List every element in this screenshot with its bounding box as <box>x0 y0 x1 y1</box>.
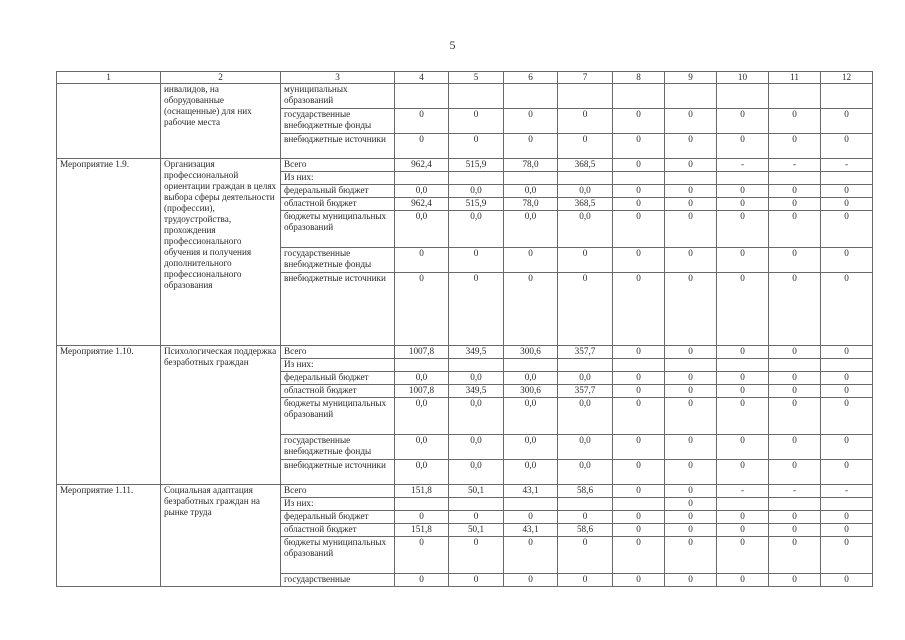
value-cell: 0 <box>665 498 717 511</box>
value-cell: 0 <box>558 537 613 574</box>
value-cell: 0 <box>769 248 821 273</box>
value-cell: 0 <box>769 385 821 398</box>
value-cell: 0 <box>769 109 821 134</box>
value-cell: 0 <box>449 273 504 346</box>
value-cell: 0 <box>821 398 873 435</box>
funding-source: государственные внебюджетные фонды <box>281 435 395 460</box>
value-cell: 0 <box>769 511 821 524</box>
value-cell: 0 <box>395 511 449 524</box>
value-cell: 0 <box>449 248 504 273</box>
value-cell <box>558 498 613 511</box>
value-cell <box>821 359 873 372</box>
value-cell: 0 <box>717 248 769 273</box>
value-cell <box>613 172 665 185</box>
value-cell: 0 <box>717 574 769 587</box>
value-cell: 0 <box>717 385 769 398</box>
value-cell: 0,0 <box>449 435 504 460</box>
value-cell: 0 <box>395 134 449 159</box>
value-cell: 0 <box>558 511 613 524</box>
value-cell <box>504 498 558 511</box>
column-header: 11 <box>769 72 821 84</box>
value-cell <box>769 359 821 372</box>
value-cell: 0,0 <box>395 435 449 460</box>
value-cell: 0 <box>717 198 769 211</box>
value-cell: 0 <box>395 248 449 273</box>
value-cell <box>769 498 821 511</box>
funding-source: федеральный бюджет <box>281 372 395 385</box>
value-cell <box>558 84 613 109</box>
value-cell: - <box>717 159 769 172</box>
value-cell: 0,0 <box>449 372 504 385</box>
value-cell: 0,0 <box>395 211 449 248</box>
value-cell: 0 <box>613 398 665 435</box>
value-cell <box>769 84 821 109</box>
value-cell: 0 <box>504 537 558 574</box>
value-cell: 0 <box>613 134 665 159</box>
value-cell: 0 <box>665 435 717 460</box>
value-cell: 0 <box>821 248 873 273</box>
measure-label: Мероприятие 1.10. <box>57 346 161 485</box>
value-cell: 0 <box>821 511 873 524</box>
funding-source: Всего <box>281 159 395 172</box>
value-cell: 0,0 <box>449 460 504 485</box>
value-cell: 0 <box>613 211 665 248</box>
funding-source: федеральный бюджет <box>281 511 395 524</box>
value-cell: 0 <box>665 159 717 172</box>
value-cell: 0 <box>613 460 665 485</box>
value-cell: 368,5 <box>558 159 613 172</box>
value-cell: 0,0 <box>558 211 613 248</box>
value-cell: 0 <box>665 185 717 198</box>
value-cell: 0 <box>665 398 717 435</box>
value-cell <box>504 172 558 185</box>
funding-source: государственные внебюджетные фонды <box>281 248 395 273</box>
value-cell: 0 <box>769 346 821 359</box>
value-cell: 0 <box>613 185 665 198</box>
value-cell: 0 <box>821 109 873 134</box>
value-cell: 0 <box>769 524 821 537</box>
value-cell: 0 <box>769 134 821 159</box>
value-cell: 0 <box>613 385 665 398</box>
funding-source: внебюджетные источники <box>281 134 395 159</box>
value-cell: - <box>821 485 873 498</box>
value-cell: 0 <box>613 435 665 460</box>
value-cell: 0 <box>769 198 821 211</box>
value-cell: 43,1 <box>504 485 558 498</box>
value-cell <box>821 498 873 511</box>
measure-description: инвалидов, на оборудованные (оснащенные) для них рабочие места <box>161 84 281 159</box>
value-cell: 0 <box>558 248 613 273</box>
value-cell: 0 <box>449 511 504 524</box>
value-cell: 0 <box>613 109 665 134</box>
value-cell: 0,0 <box>558 372 613 385</box>
column-header: 9 <box>665 72 717 84</box>
value-cell: 0 <box>665 372 717 385</box>
value-cell: 0 <box>613 273 665 346</box>
value-cell <box>395 498 449 511</box>
value-cell: 0 <box>717 134 769 159</box>
column-header: 3 <box>281 72 395 84</box>
column-header: 8 <box>613 72 665 84</box>
value-cell <box>717 172 769 185</box>
value-cell: 300,6 <box>504 346 558 359</box>
value-cell: - <box>717 485 769 498</box>
value-cell: 0 <box>821 537 873 574</box>
funding-source: Всего <box>281 346 395 359</box>
column-header: 4 <box>395 72 449 84</box>
value-cell: 0,0 <box>504 211 558 248</box>
value-cell: 0 <box>717 398 769 435</box>
value-cell: 349,5 <box>449 385 504 398</box>
value-cell: 0 <box>665 385 717 398</box>
value-cell: 349,5 <box>449 346 504 359</box>
value-cell: 962,4 <box>395 198 449 211</box>
value-cell: 0 <box>769 398 821 435</box>
value-cell: 0 <box>613 574 665 587</box>
table-row <box>57 485 873 498</box>
value-cell <box>717 84 769 109</box>
funding-source: бюджеты муниципальных образований <box>281 537 395 574</box>
value-cell <box>504 84 558 109</box>
value-cell: 50,1 <box>449 524 504 537</box>
value-cell: 0 <box>821 211 873 248</box>
column-header-row <box>57 72 873 84</box>
value-cell: 0 <box>769 574 821 587</box>
value-cell: 515,9 <box>449 159 504 172</box>
value-cell: 0 <box>717 524 769 537</box>
funding-source: Из них: <box>281 359 395 372</box>
value-cell <box>665 84 717 109</box>
value-cell: 0 <box>769 460 821 485</box>
budget-table <box>56 71 873 587</box>
funding-source: внебюджетные источники <box>281 460 395 485</box>
funding-source: федеральный бюджет <box>281 185 395 198</box>
measure-description: Социальная адаптация безработных граждан на рынке труда <box>161 485 281 587</box>
value-cell: 0 <box>665 134 717 159</box>
value-cell: - <box>769 159 821 172</box>
value-cell: 0,0 <box>504 435 558 460</box>
value-cell <box>613 359 665 372</box>
funding-source: областной бюджет <box>281 524 395 537</box>
value-cell: 0 <box>504 134 558 159</box>
value-cell <box>558 359 613 372</box>
value-cell: 58,6 <box>558 485 613 498</box>
column-header: 7 <box>558 72 613 84</box>
value-cell: 0 <box>665 511 717 524</box>
value-cell: 0 <box>665 460 717 485</box>
measure-label: Мероприятие 1.11. <box>57 485 161 587</box>
value-cell: 0 <box>821 134 873 159</box>
value-cell: 0 <box>665 248 717 273</box>
value-cell <box>717 498 769 511</box>
value-cell <box>395 84 449 109</box>
value-cell: 0,0 <box>449 398 504 435</box>
value-cell: 0 <box>717 511 769 524</box>
value-cell: - <box>769 485 821 498</box>
value-cell <box>449 498 504 511</box>
value-cell: 0 <box>665 574 717 587</box>
value-cell: 0 <box>769 185 821 198</box>
value-cell: 0 <box>558 109 613 134</box>
value-cell: 0 <box>613 346 665 359</box>
funding-source: Из них: <box>281 172 395 185</box>
value-cell: 0 <box>395 273 449 346</box>
value-cell: 58,6 <box>558 524 613 537</box>
value-cell: 0 <box>821 346 873 359</box>
value-cell: 0 <box>613 524 665 537</box>
value-cell <box>821 84 873 109</box>
value-cell: 1007,8 <box>395 385 449 398</box>
value-cell: 0,0 <box>504 398 558 435</box>
value-cell <box>449 84 504 109</box>
value-cell: 0 <box>717 185 769 198</box>
value-cell: 962,4 <box>395 159 449 172</box>
funding-source: Всего <box>281 485 395 498</box>
funding-source: внебюджетные источники <box>281 273 395 346</box>
value-cell: 0 <box>613 511 665 524</box>
value-cell: 0,0 <box>558 398 613 435</box>
value-cell <box>665 359 717 372</box>
value-cell: 1007,8 <box>395 346 449 359</box>
value-cell <box>395 359 449 372</box>
value-cell: 0 <box>504 109 558 134</box>
value-cell: 0 <box>821 385 873 398</box>
value-cell: 0 <box>558 574 613 587</box>
value-cell: 0,0 <box>449 185 504 198</box>
value-cell: 0 <box>558 273 613 346</box>
value-cell: 0 <box>613 485 665 498</box>
value-cell: 0 <box>665 211 717 248</box>
value-cell: 0 <box>665 537 717 574</box>
column-header: 2 <box>161 72 281 84</box>
value-cell: 0 <box>769 273 821 346</box>
value-cell: 43,1 <box>504 524 558 537</box>
value-cell: 0 <box>665 485 717 498</box>
value-cell: 0,0 <box>395 372 449 385</box>
value-cell: 0 <box>717 346 769 359</box>
value-cell: 0,0 <box>504 185 558 198</box>
value-cell: 357,7 <box>558 385 613 398</box>
value-cell: 0 <box>613 198 665 211</box>
value-cell <box>613 498 665 511</box>
value-cell: 0 <box>613 248 665 273</box>
value-cell: 0 <box>821 198 873 211</box>
table-row <box>57 159 873 172</box>
value-cell: 0 <box>558 134 613 159</box>
value-cell: 0 <box>395 109 449 134</box>
value-cell: 0 <box>665 198 717 211</box>
value-cell <box>504 359 558 372</box>
value-cell: 78,0 <box>504 198 558 211</box>
page-number: 5 <box>449 38 456 52</box>
value-cell <box>395 172 449 185</box>
value-cell: 0 <box>717 372 769 385</box>
funding-source: бюджеты муниципальных образований <box>281 211 395 248</box>
value-cell <box>769 172 821 185</box>
value-cell: 515,9 <box>449 198 504 211</box>
value-cell: 0 <box>821 574 873 587</box>
value-cell: 357,7 <box>558 346 613 359</box>
column-header: 12 <box>821 72 873 84</box>
value-cell: 0 <box>504 511 558 524</box>
value-cell: 368,5 <box>558 198 613 211</box>
value-cell: 0 <box>449 109 504 134</box>
column-header: 10 <box>717 72 769 84</box>
measure-description: Психологическая поддержка безработных граждан <box>161 346 281 485</box>
value-cell: 0 <box>717 435 769 460</box>
value-cell: 0 <box>504 248 558 273</box>
value-cell: 0 <box>769 537 821 574</box>
value-cell: 0 <box>769 211 821 248</box>
value-cell: 0 <box>613 372 665 385</box>
value-cell: 0,0 <box>558 435 613 460</box>
value-cell: 0,0 <box>395 185 449 198</box>
value-cell: 0 <box>665 346 717 359</box>
value-cell: 0 <box>821 273 873 346</box>
funding-source: бюджеты муниципальных образований <box>281 398 395 435</box>
value-cell: 0 <box>613 159 665 172</box>
value-cell: 0 <box>395 537 449 574</box>
funding-source: государственные <box>281 574 395 587</box>
funding-source: областной бюджет <box>281 385 395 398</box>
value-cell: 151,8 <box>395 524 449 537</box>
value-cell <box>449 359 504 372</box>
table-row <box>57 346 873 359</box>
value-cell: 0 <box>665 524 717 537</box>
value-cell <box>613 84 665 109</box>
value-cell: 0 <box>665 273 717 346</box>
value-cell: 0 <box>395 574 449 587</box>
value-cell: 0 <box>717 211 769 248</box>
value-cell: 78,0 <box>504 159 558 172</box>
value-cell: 0,0 <box>449 211 504 248</box>
funding-source: областной бюджет <box>281 198 395 211</box>
value-cell: 0,0 <box>558 460 613 485</box>
value-cell: 0 <box>717 273 769 346</box>
funding-source: муниципальных образований <box>281 84 395 109</box>
measure-description: Организация профессиональной ориентации граждан в целях выбора сферы деятельности (профессии), трудоустройства, прохождения профессионального обучения и получения дополнительного профессионального образования <box>161 159 281 346</box>
value-cell <box>558 172 613 185</box>
funding-source: Из них: <box>281 498 395 511</box>
value-cell: 0 <box>449 574 504 587</box>
value-cell: 0 <box>717 537 769 574</box>
value-cell: - <box>821 159 873 172</box>
value-cell: 0,0 <box>558 185 613 198</box>
funding-source: государственные внебюджетные фонды <box>281 109 395 134</box>
value-cell: 0,0 <box>395 460 449 485</box>
value-cell: 0 <box>821 435 873 460</box>
column-header: 6 <box>504 72 558 84</box>
value-cell: 0 <box>821 460 873 485</box>
measure-label: Мероприятие 1.9. <box>57 159 161 346</box>
value-cell: 0,0 <box>395 398 449 435</box>
value-cell: 0 <box>717 460 769 485</box>
value-cell <box>717 359 769 372</box>
column-header: 1 <box>57 72 161 84</box>
table-row <box>57 84 873 109</box>
value-cell: 0 <box>613 537 665 574</box>
measure-label <box>57 84 161 159</box>
table-body <box>57 84 873 587</box>
value-cell: 0 <box>821 372 873 385</box>
value-cell: 0 <box>821 524 873 537</box>
value-cell: 0 <box>769 372 821 385</box>
value-cell: 151,8 <box>395 485 449 498</box>
value-cell: 0 <box>504 273 558 346</box>
value-cell: 0,0 <box>504 372 558 385</box>
value-cell <box>449 172 504 185</box>
value-cell: 0 <box>504 574 558 587</box>
value-cell: 0 <box>665 109 717 134</box>
column-header: 5 <box>449 72 504 84</box>
value-cell: 0 <box>449 134 504 159</box>
value-cell: 0,0 <box>504 460 558 485</box>
value-cell: 0 <box>717 109 769 134</box>
value-cell <box>821 172 873 185</box>
value-cell: 300,6 <box>504 385 558 398</box>
value-cell <box>665 172 717 185</box>
value-cell: 0 <box>769 435 821 460</box>
value-cell: 50,1 <box>449 485 504 498</box>
value-cell: 0 <box>821 185 873 198</box>
value-cell: 0 <box>449 537 504 574</box>
